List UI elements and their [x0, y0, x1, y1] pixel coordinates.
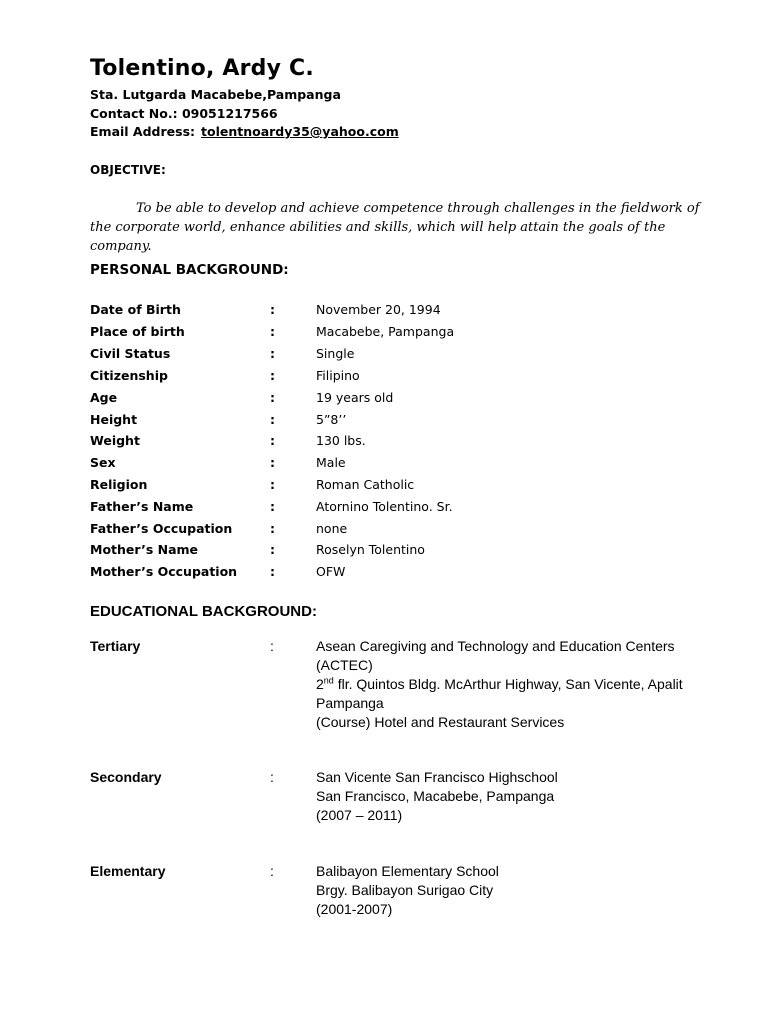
- school-address: [316, 675, 683, 694]
- personal-row-label: Father’s Name: [90, 499, 194, 514]
- education-details: [316, 862, 499, 919]
- personal-background-heading: PERSONAL BACKGROUND:: [90, 262, 289, 278]
- school-address: Brgy. Balibayon Surigao City: [316, 882, 494, 898]
- personal-row-value: November 20, 1994: [316, 302, 441, 317]
- personal-row-label: Weight: [90, 433, 140, 448]
- personal-row-label: Father’s Occupation: [90, 521, 233, 536]
- email-link[interactable]: tolentnoardy35@yahoo.com: [201, 124, 399, 139]
- personal-row-colon: :: [270, 477, 275, 492]
- address-line: Sta. Lutgarda Macabebe,Pampanga: [90, 87, 341, 102]
- personal-row-label: Place of birth: [90, 324, 185, 339]
- personal-row-value: 19 years old: [316, 390, 394, 405]
- personal-row-colon: :: [270, 412, 275, 427]
- personal-row: [90, 477, 610, 497]
- school-abbreviation: (ACTEC): [316, 657, 373, 673]
- education-details: [316, 637, 683, 732]
- personal-row-value: none: [316, 521, 348, 536]
- personal-row-colon: :: [270, 455, 275, 470]
- email-line: [90, 124, 399, 139]
- education-details: [316, 768, 558, 825]
- personal-row: [90, 542, 610, 562]
- personal-row-value: Macabebe, Pampanga: [316, 324, 455, 339]
- personal-row-label: Civil Status: [90, 346, 171, 361]
- education-elementary: [90, 862, 710, 922]
- personal-row-colon: :: [270, 433, 275, 448]
- personal-row-value: Roselyn Tolentino: [316, 542, 425, 557]
- personal-row: [90, 455, 610, 475]
- personal-row-value: Male: [316, 455, 346, 470]
- school-name: Balibayon Elementary School: [316, 863, 499, 879]
- school-name: San Vicente San Francisco Highschool: [316, 769, 558, 785]
- personal-row-colon: :: [270, 499, 275, 514]
- personal-row-label: Height: [90, 412, 138, 427]
- applicant-name: Tolentino, Ardy C.: [90, 56, 314, 81]
- floor-number: 2: [316, 676, 324, 692]
- personal-row-colon: :: [270, 324, 275, 339]
- education-level-label: Elementary: [90, 863, 166, 879]
- school-address: San Francisco, Macabebe, Pampanga: [316, 788, 555, 804]
- education-tertiary: [90, 637, 710, 737]
- personal-row: [90, 499, 610, 519]
- personal-row-colon: :: [270, 302, 275, 317]
- personal-row: [90, 346, 610, 366]
- personal-row-label: Age: [90, 390, 118, 405]
- personal-row-value: OFW: [316, 564, 346, 579]
- personal-row-label: Date of Birth: [90, 302, 181, 317]
- personal-row: [90, 564, 610, 584]
- address-rest: flr. Quintos Bldg. McArthur Highway, San Vicente, Apalit: [333, 676, 683, 692]
- personal-row-value: Single: [316, 346, 355, 361]
- personal-row-value: Roman Catholic: [316, 477, 415, 492]
- personal-row: [90, 412, 610, 432]
- education-secondary: [90, 768, 710, 828]
- personal-row-value: 130 lbs.: [316, 433, 366, 448]
- personal-row: [90, 302, 610, 322]
- objective-text: To be able to develop and achieve competence through challenges in the fieldwork of the corporate world, enhance abilities and skills, which will help attain the goals of the company.: [90, 201, 700, 254]
- education-level-label: Secondary: [90, 769, 162, 785]
- personal-row-colon: :: [270, 564, 275, 579]
- school-name: Asean Caregiving and Technology and Education Centers: [316, 638, 675, 654]
- personal-row-label: Religion: [90, 477, 148, 492]
- personal-row-colon: :: [270, 542, 275, 557]
- floor-ordinal-suffix: nd: [323, 675, 334, 686]
- course: (Course) Hotel and Restaurant Services: [316, 714, 565, 730]
- personal-row-value: Atornino Tolentino. Sr.: [316, 499, 453, 514]
- personal-row: [90, 521, 610, 541]
- personal-row-colon: :: [270, 521, 275, 536]
- contact-number-line: Contact No.: 09051217566: [90, 106, 278, 121]
- personal-row-value: Filipino: [316, 368, 360, 383]
- education-colon: :: [270, 863, 274, 879]
- objective-heading: OBJECTIVE:: [90, 163, 166, 177]
- personal-row-label: Mother’s Occupation: [90, 564, 238, 579]
- personal-row: [90, 368, 610, 388]
- educational-background-heading: EDUCATIONAL BACKGROUND:: [90, 603, 317, 620]
- email-label: Email Address:: [90, 124, 196, 139]
- school-years: (2007 – 2011): [316, 807, 403, 823]
- education-level-label: Tertiary: [90, 638, 141, 654]
- education-colon: :: [270, 638, 274, 654]
- personal-row-label: Citizenship: [90, 368, 168, 383]
- personal-row-colon: :: [270, 368, 275, 383]
- personal-row-value: 5”8’’: [316, 412, 347, 427]
- personal-row: [90, 433, 610, 453]
- personal-row-colon: :: [270, 390, 275, 405]
- school-province: Pampanga: [316, 695, 384, 711]
- personal-row: [90, 324, 610, 344]
- personal-row-label: Sex: [90, 455, 116, 470]
- school-years: (2001-2007): [316, 901, 393, 917]
- personal-row-colon: :: [270, 346, 275, 361]
- education-colon: :: [270, 769, 274, 785]
- personal-row-label: Mother’s Name: [90, 542, 199, 557]
- personal-row: [90, 390, 610, 410]
